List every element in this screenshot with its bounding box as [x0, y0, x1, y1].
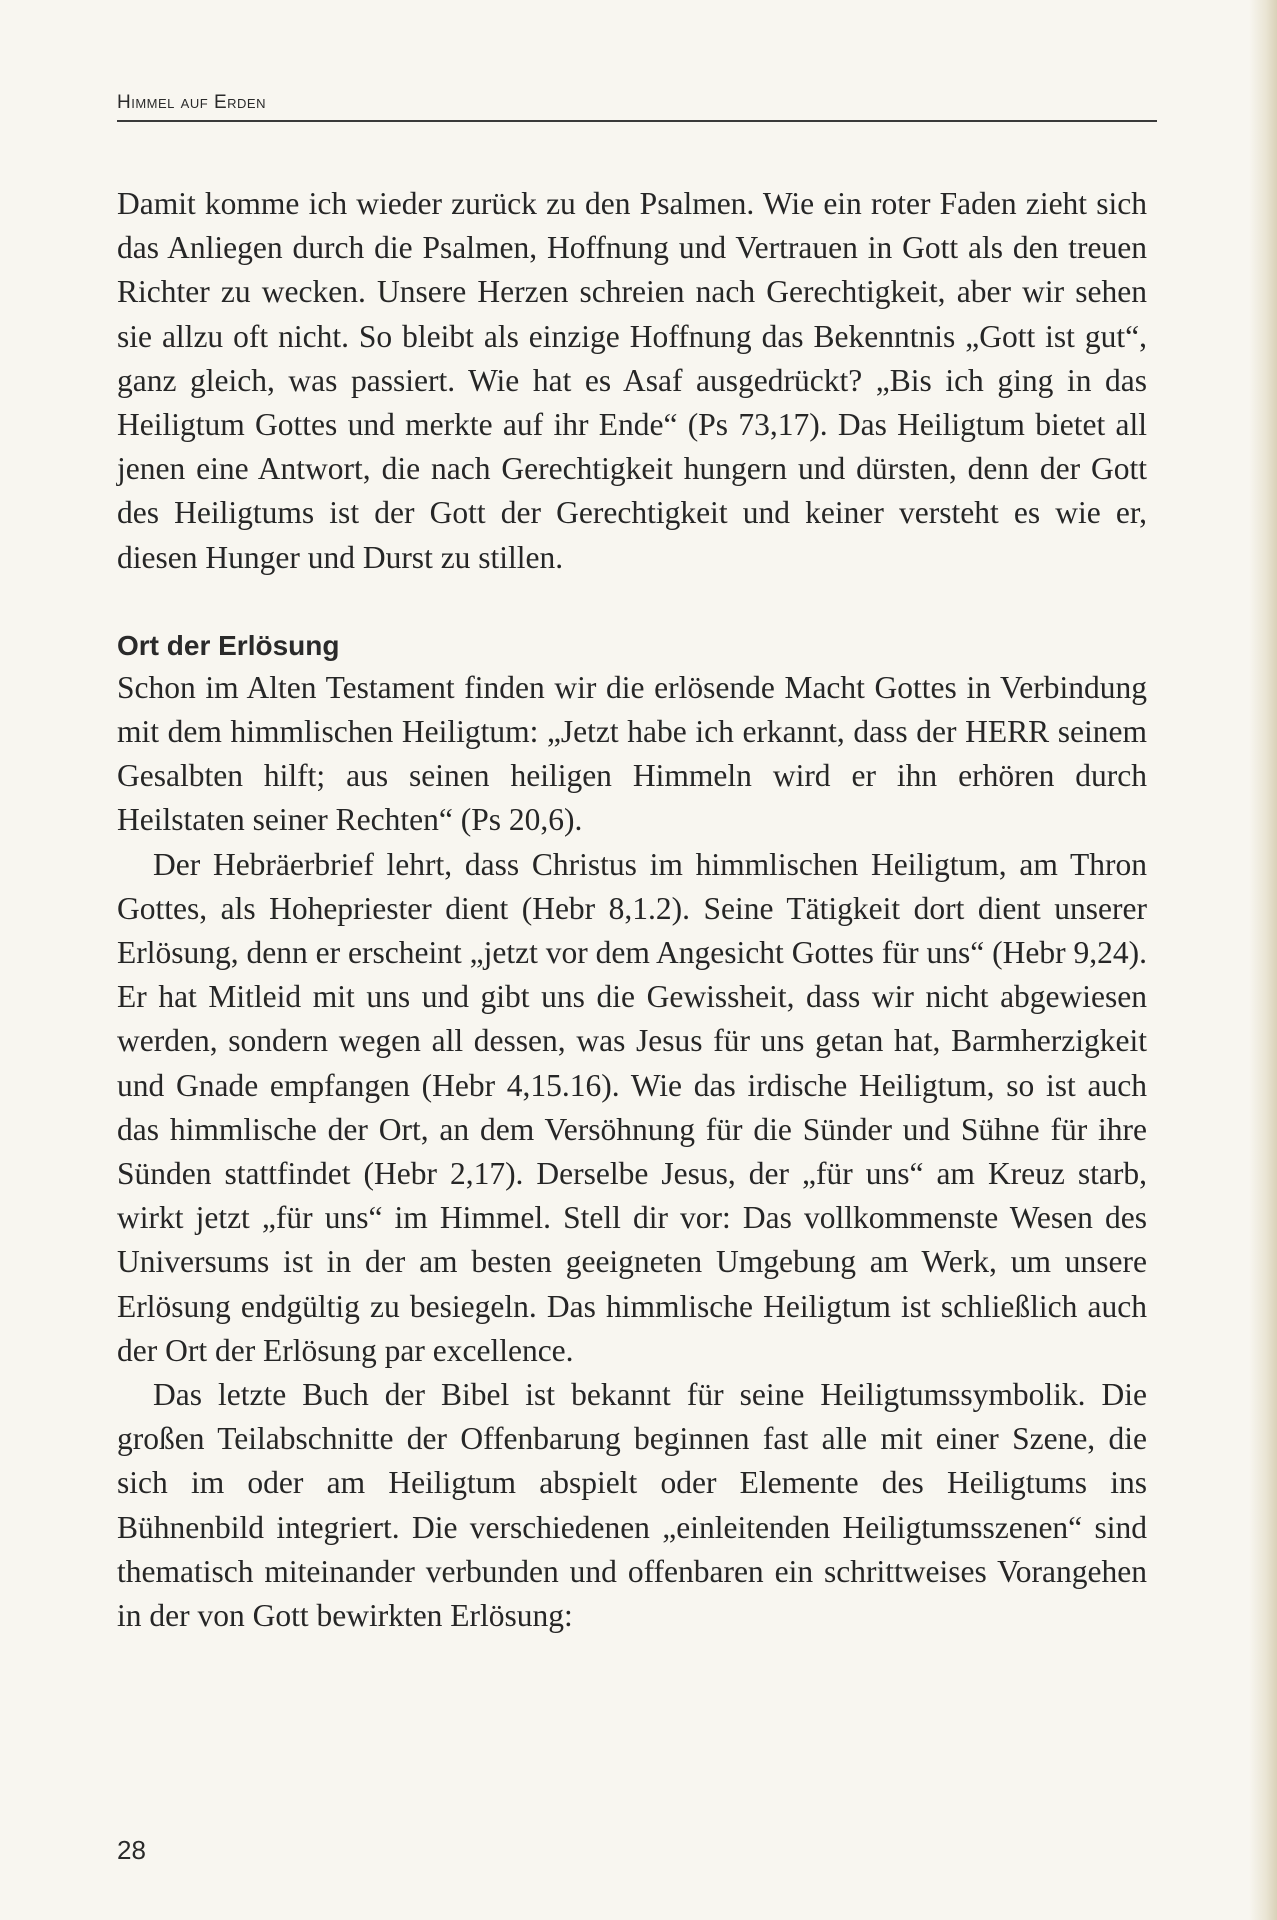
header-rule: [117, 120, 1157, 122]
page-edge-shadow: [1249, 0, 1277, 1920]
paragraph: Schon im Alten Testament finden wir die erlösende Macht Gottes in Verbindung mit dem himmlischen Heiligtum: „Jetzt habe ich erkannt, dass der HERR seinem Gesalbten hilft; aus seinen heiligen Himmeln wird er ihn erhören durch Heilstaten seiner Rechten“ (Ps 20,6).: [117, 669, 1147, 838]
paragraph: Das letzte Buch der Bibel ist bekannt für seine Heiligtumssymbolik. Die großen Teilabschnitte der Offenbarung beginnen fast alle mit einer Szene, die sich im oder am Heiligtum abspielt oder Elemente des Heiligtums ins Bühnenbild integriert. Die verschiedenen „einleitenden Heiligtumsszenen“ sind thematisch miteinander verbunden und offenbaren ein schrittweises Vorangehen in der von Gott bewirkten Erlösung:: [117, 1377, 1147, 1634]
page-number: 28: [117, 1835, 146, 1865]
section-heading: Ort der Erlösung: [117, 629, 340, 661]
paragraph: Der Hebräerbrief lehrt, dass Christus im himmlischen Heiligtum, am Thron Gottes, als Hohepriester dient (Hebr 8,1.2). Seine Tätigkeit dort dient unserer Erlösung, denn er erscheint „jetzt vor dem Angesicht Gottes für uns“ (Hebr 9,24). Er hat Mitleid mit uns und gibt uns die Gewissheit, dass wir nicht abgewiesen werden, sondern wegen all dessen, was Jesus für uns getan hat, Barmherzigkeit und Gnade empfangen (Hebr 4,15.16). Wie das irdische Heiligtum, so ist auch das himmlische der Ort, an dem Versöhnung für die Sünder und Sühne für ihre Sünden stattfindet (Hebr 2,17). Derselbe Jesus, der „für uns“ am Kreuz starb, wirkt jetzt „für uns“ im Himmel. Stell dir vor: Das vollkommenste Wesen des Universums ist in der am besten geeigneten Umgebung am Werk, um unsere Erlösung endgültig zu besiegeln. Das himmlische Heiligtum ist schließlich auch der Ort der Erlösung par excellence.: [117, 846, 1147, 1368]
main-text: [117, 182, 1147, 1638]
paragraph: Damit komme ich wieder zurück zu den Psalmen. Wie ein roter Faden zieht sich das Anliegen durch die Psalmen, Hoffnung und Vertrauen in Gott als den treuen Richter zu wecken. Unsere Herzen schreien nach Gerechtigkeit, aber wir sehen sie allzu oft nicht. So bleibt als einzige Hoffnung das Bekenntnis „Gott ist gut“, ganz gleich, was passiert. Wie hat es Asaf ausgedrückt? „Bis ich ging in das Heiligtum Gottes und merkte auf ihr Ende“ (Ps 73,17). Das Heiligtum bietet all jenen eine Antwort, die nach Gerechtigkeit hungern und dürsten, denn der Gott des Heiligtums ist der Gott der Gerechtigkeit und keiner versteht es wie er, diesen Hunger und Durst zu stillen.: [117, 186, 1147, 575]
running-head: Himmel auf Erden: [117, 92, 266, 113]
